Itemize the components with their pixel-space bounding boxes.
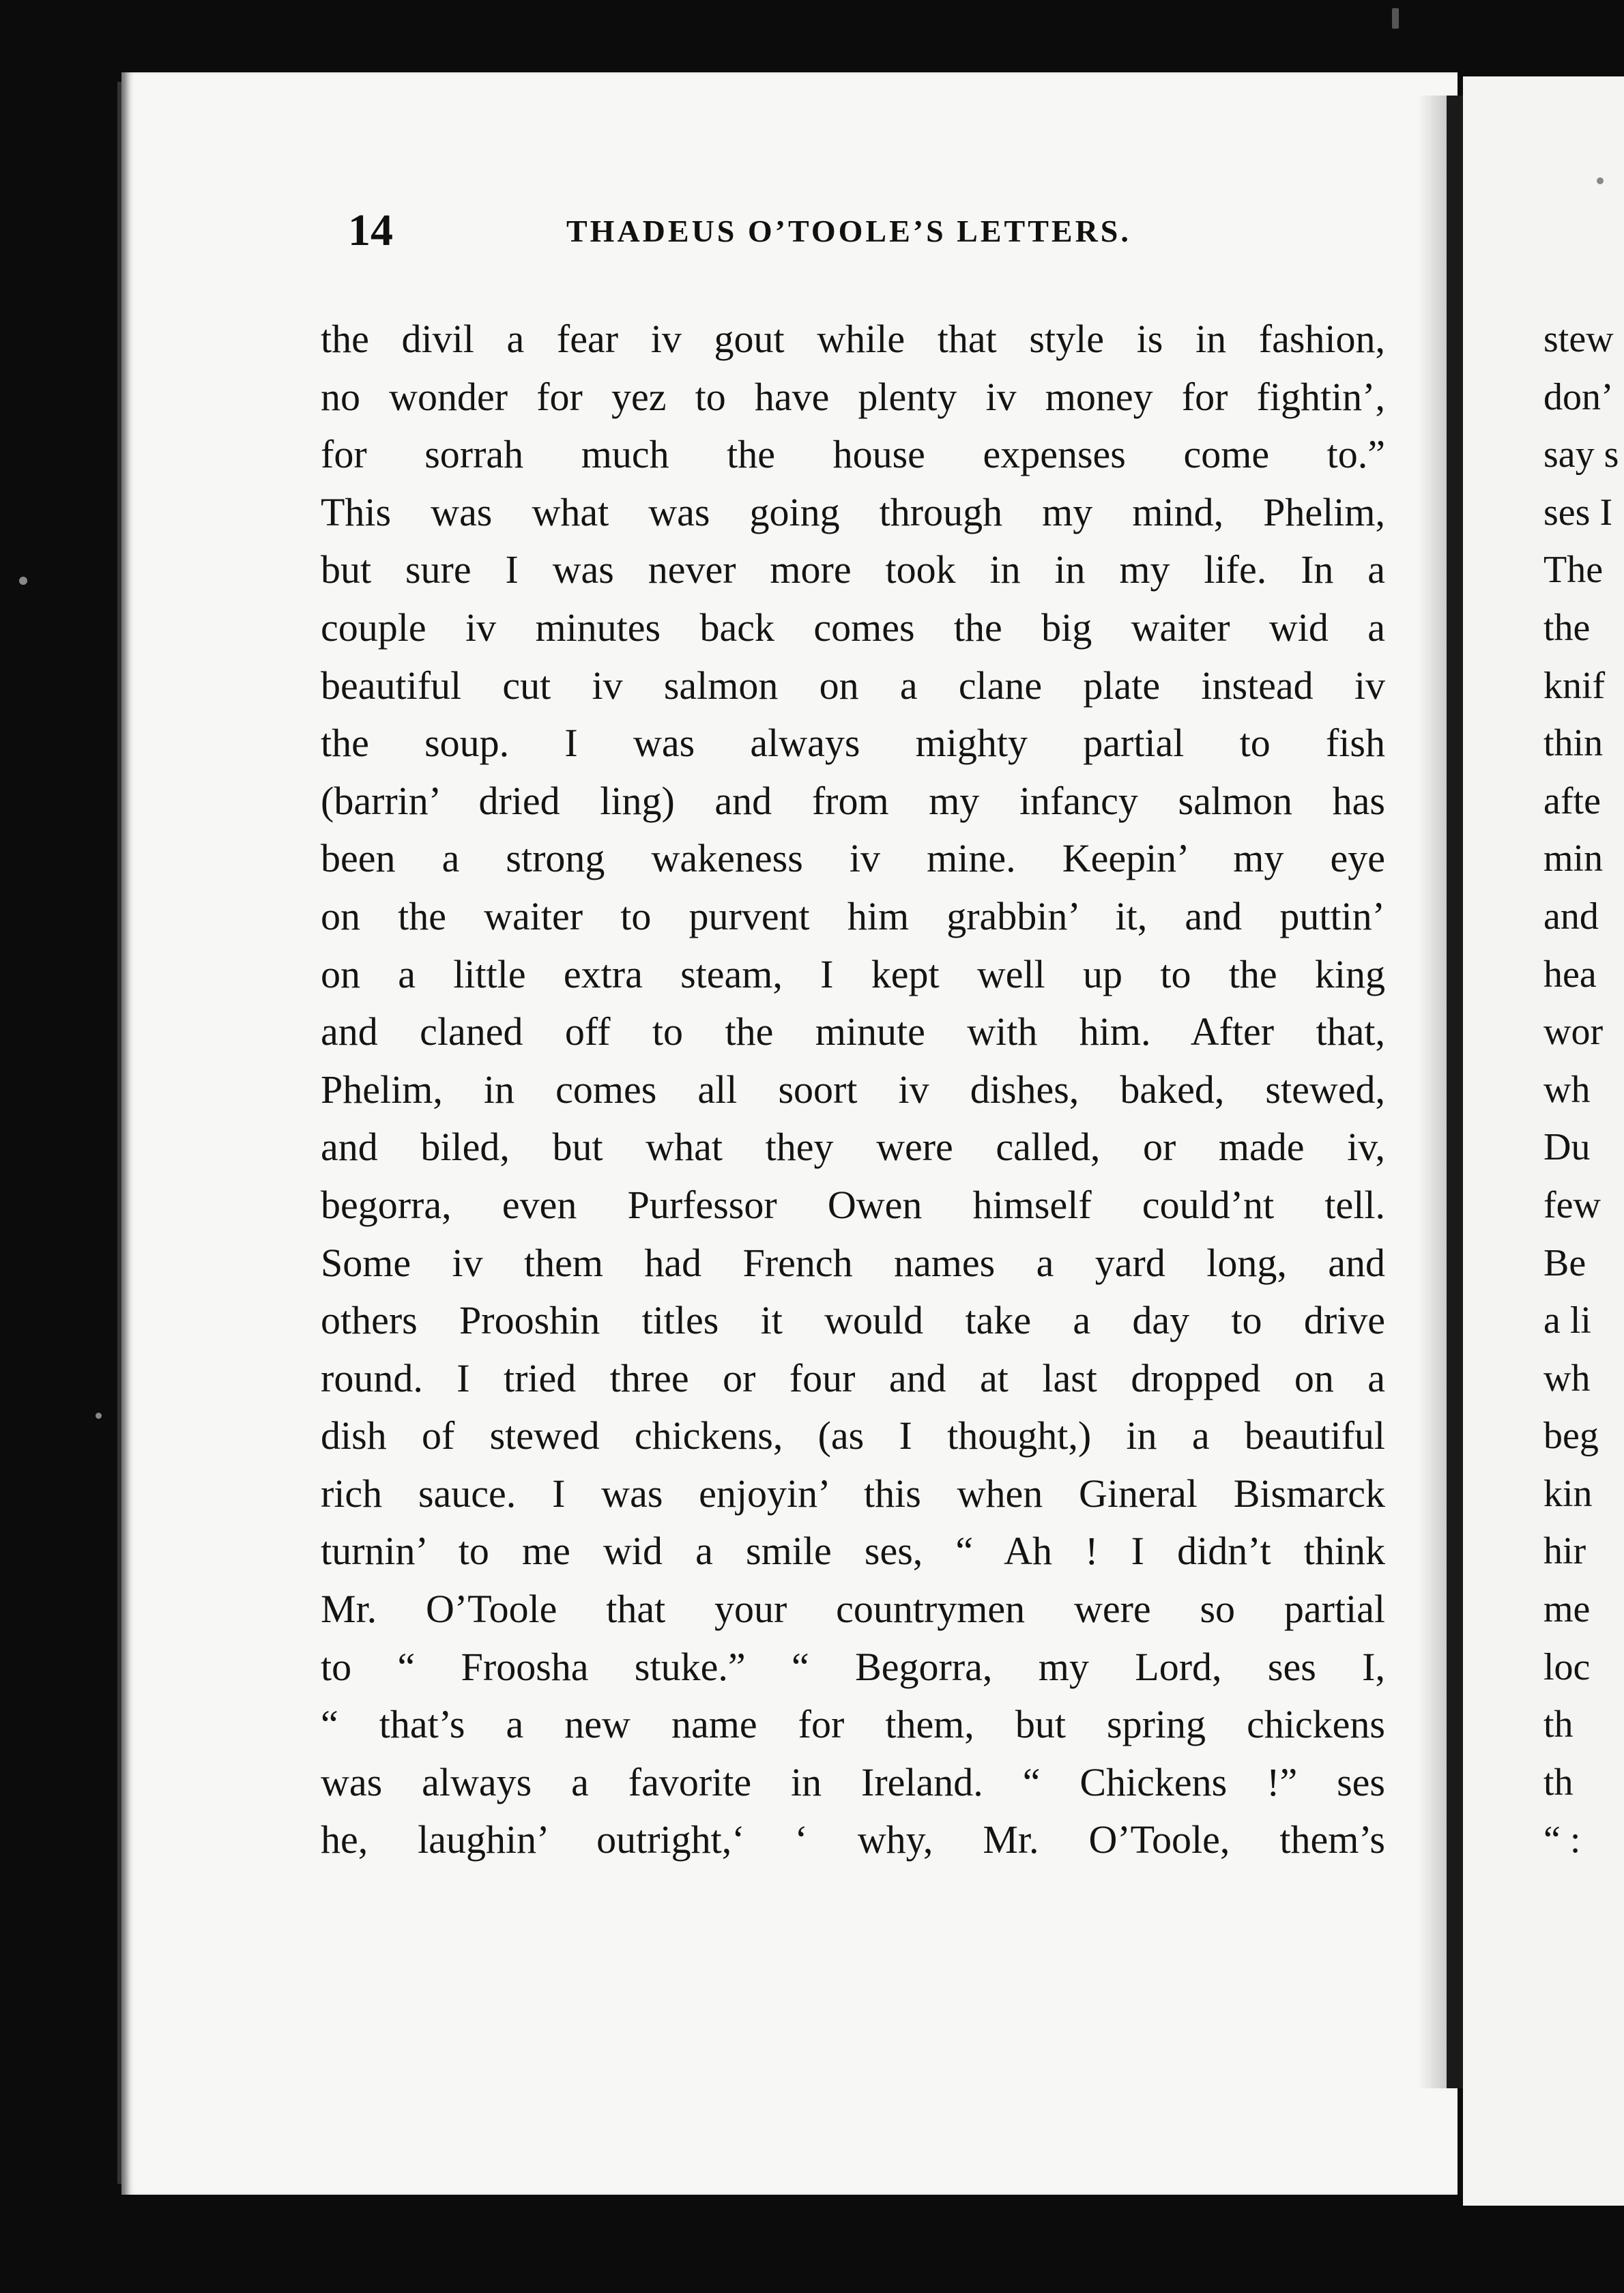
text-line: don’	[1543, 375, 1614, 418]
text-line: stew	[1543, 318, 1614, 360]
text-line: (barrin’ dried ling) and from my infancy salmon has	[321, 778, 1385, 823]
text-line: others Prooshin titles it would take a day to drive	[321, 1298, 1385, 1343]
text-line: but sure I was never more took in in my life. In a	[321, 547, 1385, 592]
text-line: afte	[1543, 779, 1601, 822]
page-number: 14	[348, 205, 393, 255]
text-line: “ :	[1543, 1819, 1581, 1862]
text-line: a li	[1543, 1299, 1591, 1342]
text-line: he, laughin’ outright,‘ ‘ why, Mr. O’Toole, them’s	[321, 1817, 1385, 1862]
text-line: min	[1543, 837, 1604, 880]
book-gutter	[1447, 96, 1463, 2088]
text-line: hir	[1543, 1530, 1586, 1573]
text-line: and	[1543, 895, 1599, 938]
text-line: to “ Froosha stuke.” “ Begorra, my Lord, ses I,	[321, 1644, 1385, 1689]
text-line: “ that’s a new name for them, but spring chickens	[321, 1702, 1385, 1747]
text-line: Be	[1543, 1241, 1586, 1284]
text-line: Du	[1543, 1126, 1591, 1169]
text-line: loc	[1543, 1645, 1591, 1688]
text-line: beautiful cut iv salmon on a clane plate instead iv	[321, 663, 1385, 708]
gutter-shadow	[1418, 96, 1447, 2088]
text-line: and biled, but what they were called, or made iv,	[321, 1125, 1385, 1170]
text-line: knif	[1543, 664, 1606, 707]
scan-speck	[1392, 8, 1399, 29]
page-header	[348, 205, 1228, 259]
text-line: This was what was going through my mind, Phelim,	[321, 489, 1385, 534]
text-line: turnin’ to me wid a smile ses, “ Ah ! I didn’t think	[321, 1529, 1385, 1574]
text-line: was always a favorite in Ireland. “ Chickens !” ses	[321, 1759, 1385, 1804]
text-line: few	[1543, 1183, 1601, 1226]
text-line: me	[1543, 1588, 1591, 1631]
text-line: th	[1543, 1761, 1574, 1804]
text-line: The	[1543, 549, 1604, 592]
text-line: the	[1543, 606, 1591, 649]
text-line: on the waiter to purvent him grabbin’ it, and puttin’	[321, 893, 1385, 938]
text-line: and claned off to the minute with him. After that,	[321, 1009, 1385, 1054]
text-line: Mr. O’Toole that your countrymen were so partial	[321, 1587, 1385, 1632]
text-line: the soup. I was always mighty partial to fish	[321, 721, 1385, 766]
text-line: no wonder for yez to have plenty iv money for fightin’,	[321, 374, 1385, 419]
text-line: thin	[1543, 722, 1604, 765]
text-line: kin	[1543, 1472, 1593, 1515]
text-line: beg	[1543, 1415, 1599, 1458]
text-line: wor	[1543, 1011, 1604, 1054]
scan-speck	[19, 577, 27, 585]
text-line: ses I	[1543, 491, 1613, 534]
text-line: th	[1543, 1703, 1574, 1746]
right-page-body	[1543, 311, 1624, 1869]
running-head: THADEUS O’TOOLE’S LETTERS.	[566, 214, 1131, 248]
text-line: hea	[1543, 953, 1597, 996]
text-line: the divil a fear iv gout while that style is in fashion,	[321, 317, 1385, 361]
left-page-body	[321, 311, 1385, 1869]
text-line: Phelim, in comes all soort iv dishes, baked, stewed,	[321, 1067, 1385, 1112]
text-line: on a little extra steam, I kept well up to the king	[321, 951, 1385, 996]
text-line: Some iv them had French names a yard long, and	[321, 1240, 1385, 1285]
text-line: been a strong wakeness iv mine. Keepin’ my eye	[321, 836, 1385, 881]
text-line: wh	[1543, 1068, 1591, 1111]
text-line: couple iv minutes back comes the big waiter wid a	[321, 605, 1385, 650]
text-line: rich sauce. I was enjoyin’ this when Gineral Bismarck	[321, 1471, 1385, 1516]
scan-speck	[96, 1413, 102, 1419]
text-line: say s	[1543, 433, 1619, 476]
text-line: dish of stewed chickens, (as I thought,) in a beautiful	[321, 1413, 1385, 1458]
scan-speck	[1597, 177, 1604, 184]
text-line: begorra, even Purfessor Owen himself could’nt tell.	[321, 1182, 1385, 1227]
text-line: round. I tried three or four and at last dropped on a	[321, 1355, 1385, 1400]
text-line: wh	[1543, 1357, 1591, 1400]
text-line: for sorrah much the house expenses come to.”	[321, 432, 1385, 477]
